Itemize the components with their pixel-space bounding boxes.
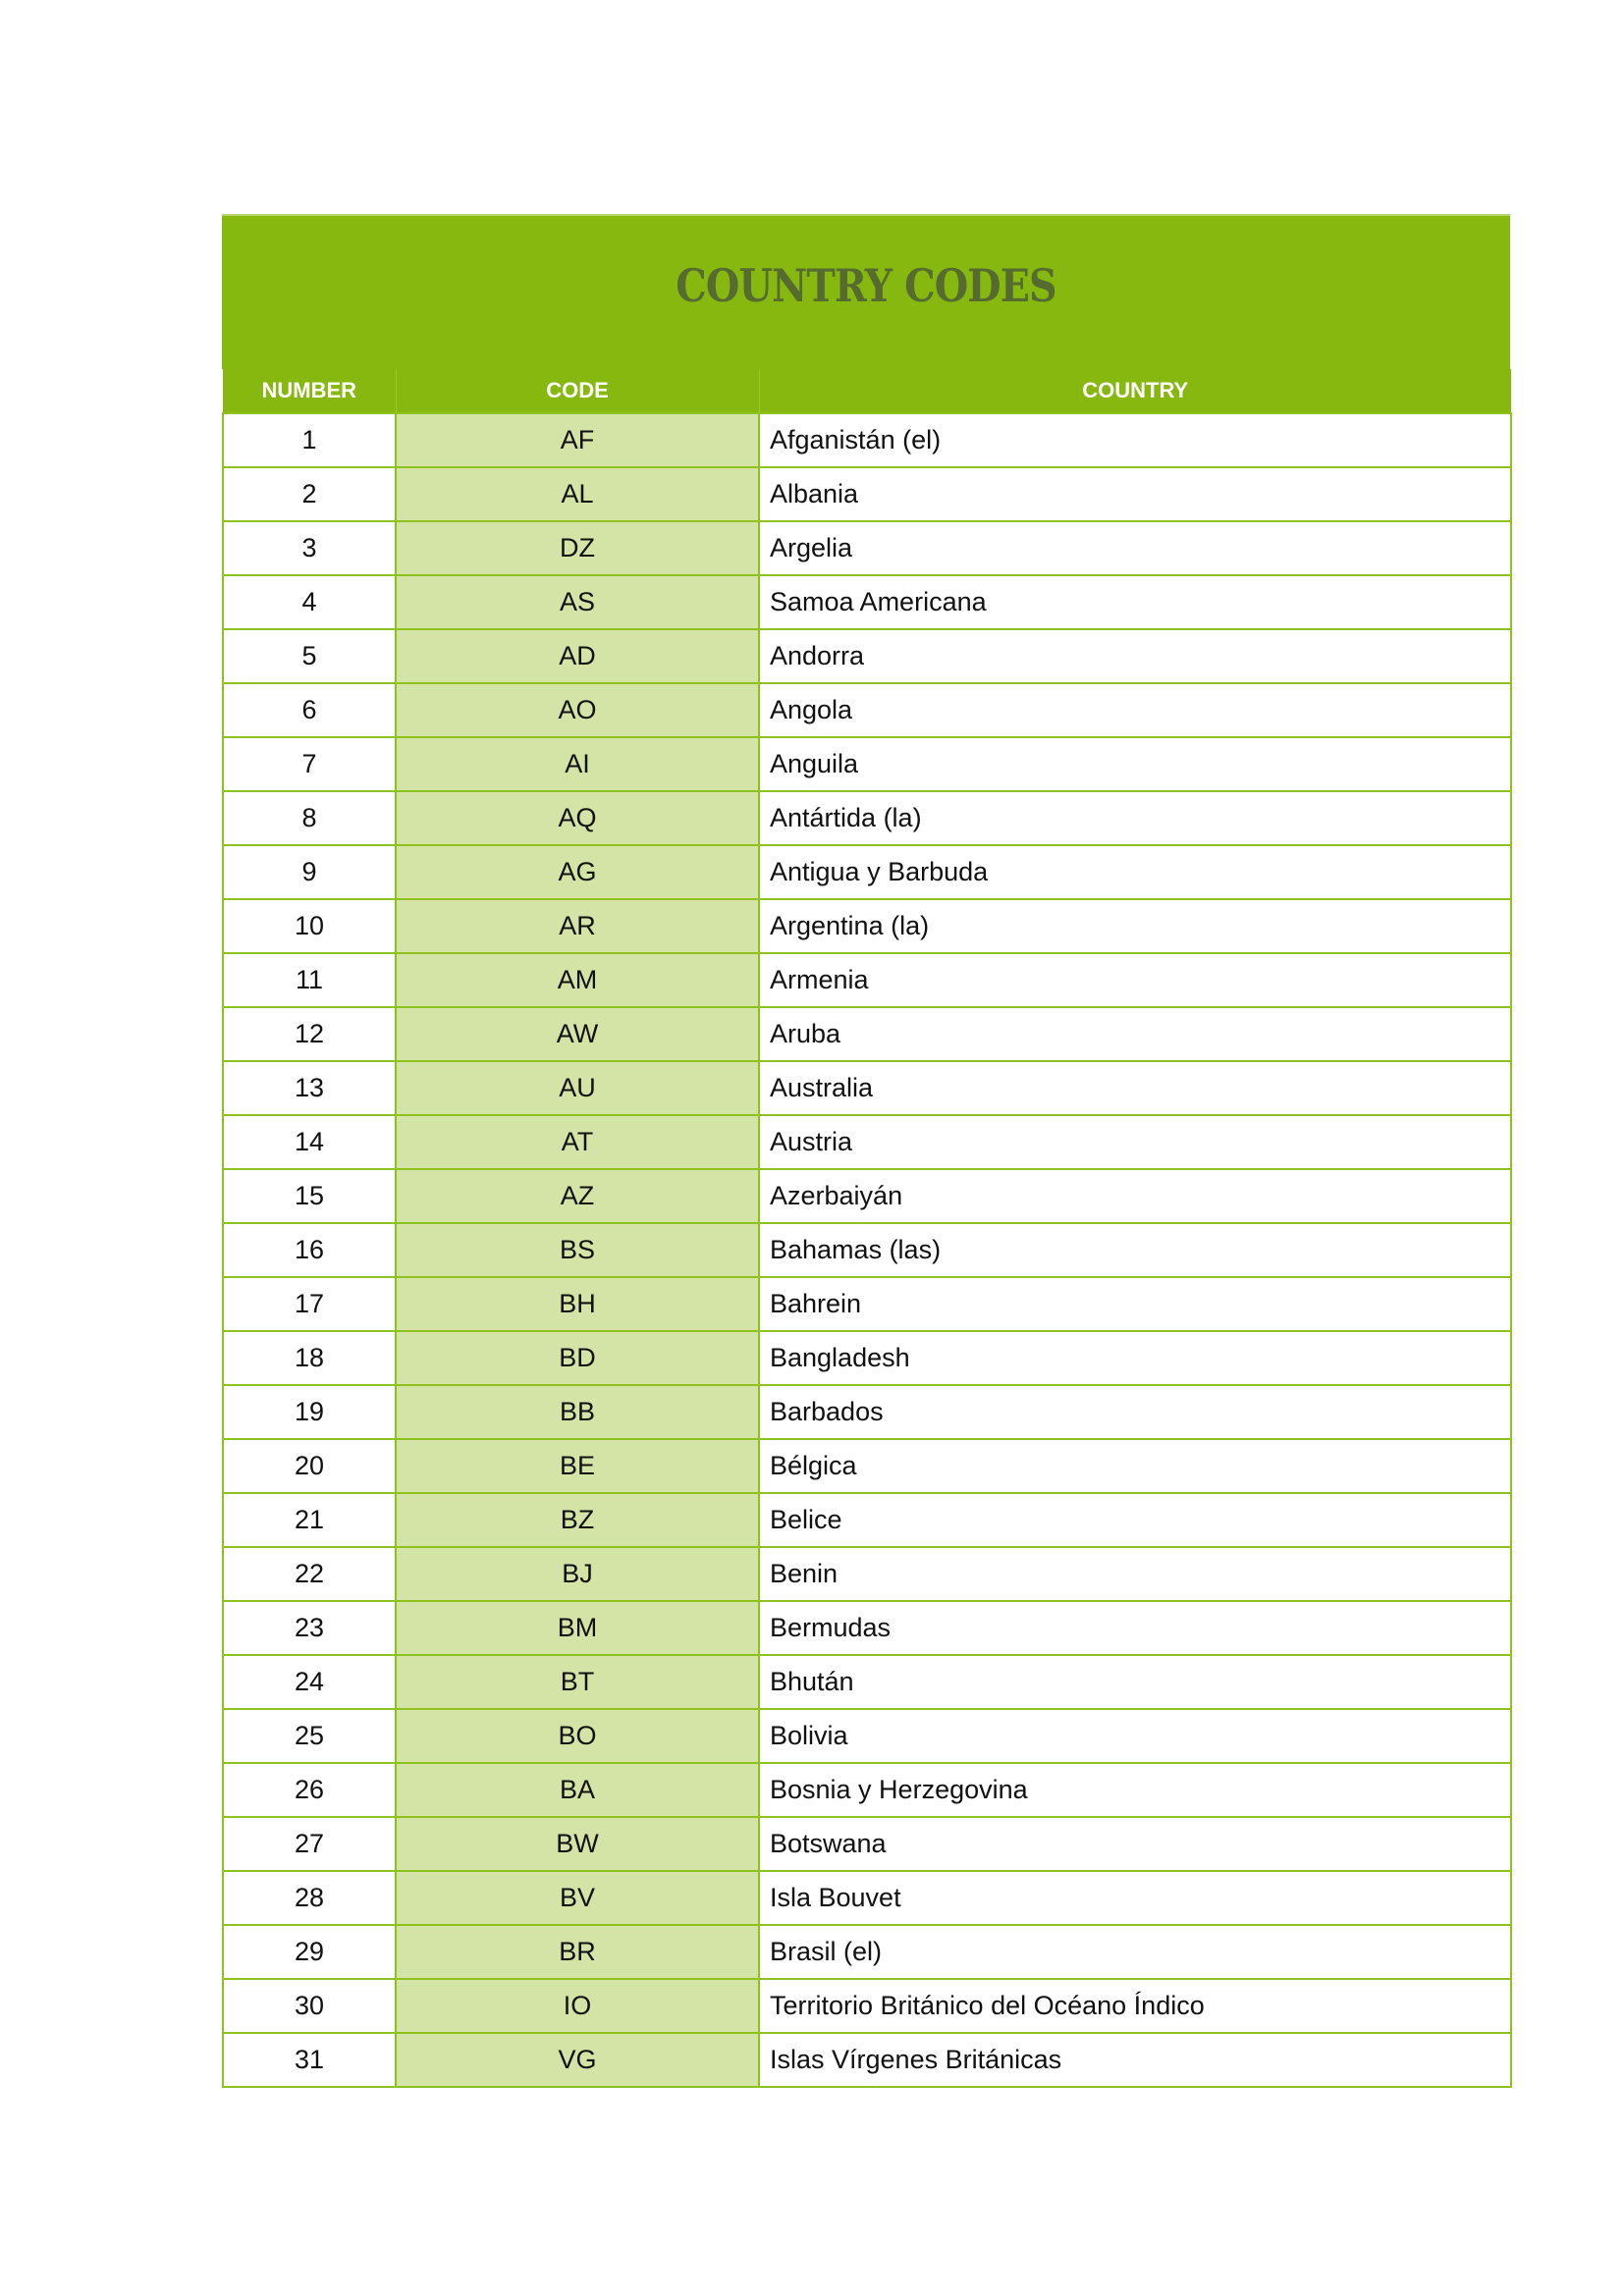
table-row — [223, 413, 1511, 467]
country-cell: Isla Bouvet — [759, 1871, 1511, 1925]
country-cell: Anguila — [759, 737, 1511, 791]
number-cell: 20 — [223, 1439, 396, 1493]
table-row — [223, 629, 1511, 683]
number-cell: 19 — [223, 1385, 396, 1439]
code-cell: AQ — [396, 791, 759, 845]
code-cell: AM — [396, 953, 759, 1007]
country-cell: Albania — [759, 467, 1511, 521]
column-header-code: CODE — [396, 369, 759, 413]
number-cell: 18 — [223, 1331, 396, 1385]
number-cell: 11 — [223, 953, 396, 1007]
number-cell: 29 — [223, 1925, 396, 1979]
number-cell: 16 — [223, 1223, 396, 1277]
number-cell: 8 — [223, 791, 396, 845]
table-row — [223, 1871, 1511, 1925]
code-cell: AW — [396, 1007, 759, 1061]
country-cell: Bosnia y Herzegovina — [759, 1763, 1511, 1817]
table-row — [223, 1817, 1511, 1871]
table-row — [223, 1169, 1511, 1223]
table-row — [223, 467, 1511, 521]
code-cell: AO — [396, 683, 759, 737]
number-cell: 17 — [223, 1277, 396, 1331]
number-cell: 25 — [223, 1709, 396, 1763]
number-cell: 22 — [223, 1547, 396, 1601]
country-cell: Austria — [759, 1115, 1511, 1169]
number-cell: 31 — [223, 2033, 396, 2087]
country-cell: Argelia — [759, 521, 1511, 575]
table-body — [223, 413, 1511, 2087]
table-row — [223, 899, 1511, 953]
number-cell: 13 — [223, 1061, 396, 1115]
table-row — [223, 953, 1511, 1007]
code-cell: AR — [396, 899, 759, 953]
country-cell: Territorio Británico del Océano Índico — [759, 1979, 1511, 2033]
country-cell: Bangladesh — [759, 1331, 1511, 1385]
country-cell: Argentina (la) — [759, 899, 1511, 953]
country-cell: Barbados — [759, 1385, 1511, 1439]
country-cell: Afganistán (el) — [759, 413, 1511, 467]
number-cell: 10 — [223, 899, 396, 953]
code-cell: BT — [396, 1655, 759, 1709]
page-title: COUNTRY CODES — [676, 259, 1056, 312]
table-row — [223, 1655, 1511, 1709]
code-cell: BW — [396, 1817, 759, 1871]
number-cell: 4 — [223, 575, 396, 629]
table-row — [223, 1547, 1511, 1601]
country-cell: Aruba — [759, 1007, 1511, 1061]
country-cell: Belice — [759, 1493, 1511, 1547]
number-cell: 6 — [223, 683, 396, 737]
number-cell: 2 — [223, 467, 396, 521]
country-cell: Samoa Americana — [759, 575, 1511, 629]
number-cell: 14 — [223, 1115, 396, 1169]
table-row — [223, 1979, 1511, 2033]
code-cell: AG — [396, 845, 759, 899]
code-cell: BS — [396, 1223, 759, 1277]
country-cell: Armenia — [759, 953, 1511, 1007]
table-row — [223, 1007, 1511, 1061]
number-cell: 5 — [223, 629, 396, 683]
country-codes-sheet — [222, 214, 1510, 2088]
table-row — [223, 2033, 1511, 2087]
table-row — [223, 683, 1511, 737]
table-row — [223, 521, 1511, 575]
code-cell: BD — [396, 1331, 759, 1385]
number-cell: 23 — [223, 1601, 396, 1655]
code-cell: BO — [396, 1709, 759, 1763]
country-cell: Azerbaiyán — [759, 1169, 1511, 1223]
code-cell: BM — [396, 1601, 759, 1655]
country-cell: Andorra — [759, 629, 1511, 683]
country-cell: Botswana — [759, 1817, 1511, 1871]
code-cell: BJ — [396, 1547, 759, 1601]
number-cell: 1 — [223, 413, 396, 467]
table-row — [223, 737, 1511, 791]
number-cell: 21 — [223, 1493, 396, 1547]
code-cell: AI — [396, 737, 759, 791]
country-cell: Benin — [759, 1547, 1511, 1601]
table-row — [223, 1331, 1511, 1385]
number-cell: 28 — [223, 1871, 396, 1925]
country-codes-table — [222, 369, 1512, 2088]
code-cell: BA — [396, 1763, 759, 1817]
table-row — [223, 1601, 1511, 1655]
code-cell: AF — [396, 413, 759, 467]
number-cell: 24 — [223, 1655, 396, 1709]
code-cell: AT — [396, 1115, 759, 1169]
table-row — [223, 1385, 1511, 1439]
code-cell: AD — [396, 629, 759, 683]
number-cell: 26 — [223, 1763, 396, 1817]
code-cell: AZ — [396, 1169, 759, 1223]
table-row — [223, 1439, 1511, 1493]
code-cell: BH — [396, 1277, 759, 1331]
table-row — [223, 845, 1511, 899]
table-row — [223, 1709, 1511, 1763]
table-row — [223, 1493, 1511, 1547]
code-cell: BV — [396, 1871, 759, 1925]
code-cell: DZ — [396, 521, 759, 575]
column-header-number: NUMBER — [223, 369, 396, 413]
number-cell: 7 — [223, 737, 396, 791]
table-row — [223, 1277, 1511, 1331]
table-row — [223, 1223, 1511, 1277]
table-row — [223, 1925, 1511, 1979]
country-cell: Islas Vírgenes Británicas — [759, 2033, 1511, 2087]
code-cell: IO — [396, 1979, 759, 2033]
table-row — [223, 575, 1511, 629]
code-cell: AS — [396, 575, 759, 629]
country-cell: Angola — [759, 683, 1511, 737]
number-cell: 9 — [223, 845, 396, 899]
country-cell: Antártida (la) — [759, 791, 1511, 845]
table-row — [223, 1763, 1511, 1817]
number-cell: 15 — [223, 1169, 396, 1223]
code-cell: AL — [396, 467, 759, 521]
number-cell: 3 — [223, 521, 396, 575]
table-row — [223, 791, 1511, 845]
code-cell: VG — [396, 2033, 759, 2087]
country-cell: Australia — [759, 1061, 1511, 1115]
code-cell: BR — [396, 1925, 759, 1979]
country-cell: Bermudas — [759, 1601, 1511, 1655]
country-cell: Brasil (el) — [759, 1925, 1511, 1979]
number-cell: 27 — [223, 1817, 396, 1871]
code-cell: BZ — [396, 1493, 759, 1547]
table-row — [223, 1061, 1511, 1115]
country-cell: Bhután — [759, 1655, 1511, 1709]
code-cell: AU — [396, 1061, 759, 1115]
number-cell: 12 — [223, 1007, 396, 1061]
country-cell: Bahamas (las) — [759, 1223, 1511, 1277]
table-header-row — [223, 369, 1511, 413]
column-header-country: COUNTRY — [759, 369, 1511, 413]
country-cell: Antigua y Barbuda — [759, 845, 1511, 899]
country-cell: Bolivia — [759, 1709, 1511, 1763]
title-band — [222, 214, 1510, 369]
table-row — [223, 1115, 1511, 1169]
number-cell: 30 — [223, 1979, 396, 2033]
code-cell: BB — [396, 1385, 759, 1439]
country-cell: Bahrein — [759, 1277, 1511, 1331]
country-cell: Bélgica — [759, 1439, 1511, 1493]
code-cell: BE — [396, 1439, 759, 1493]
